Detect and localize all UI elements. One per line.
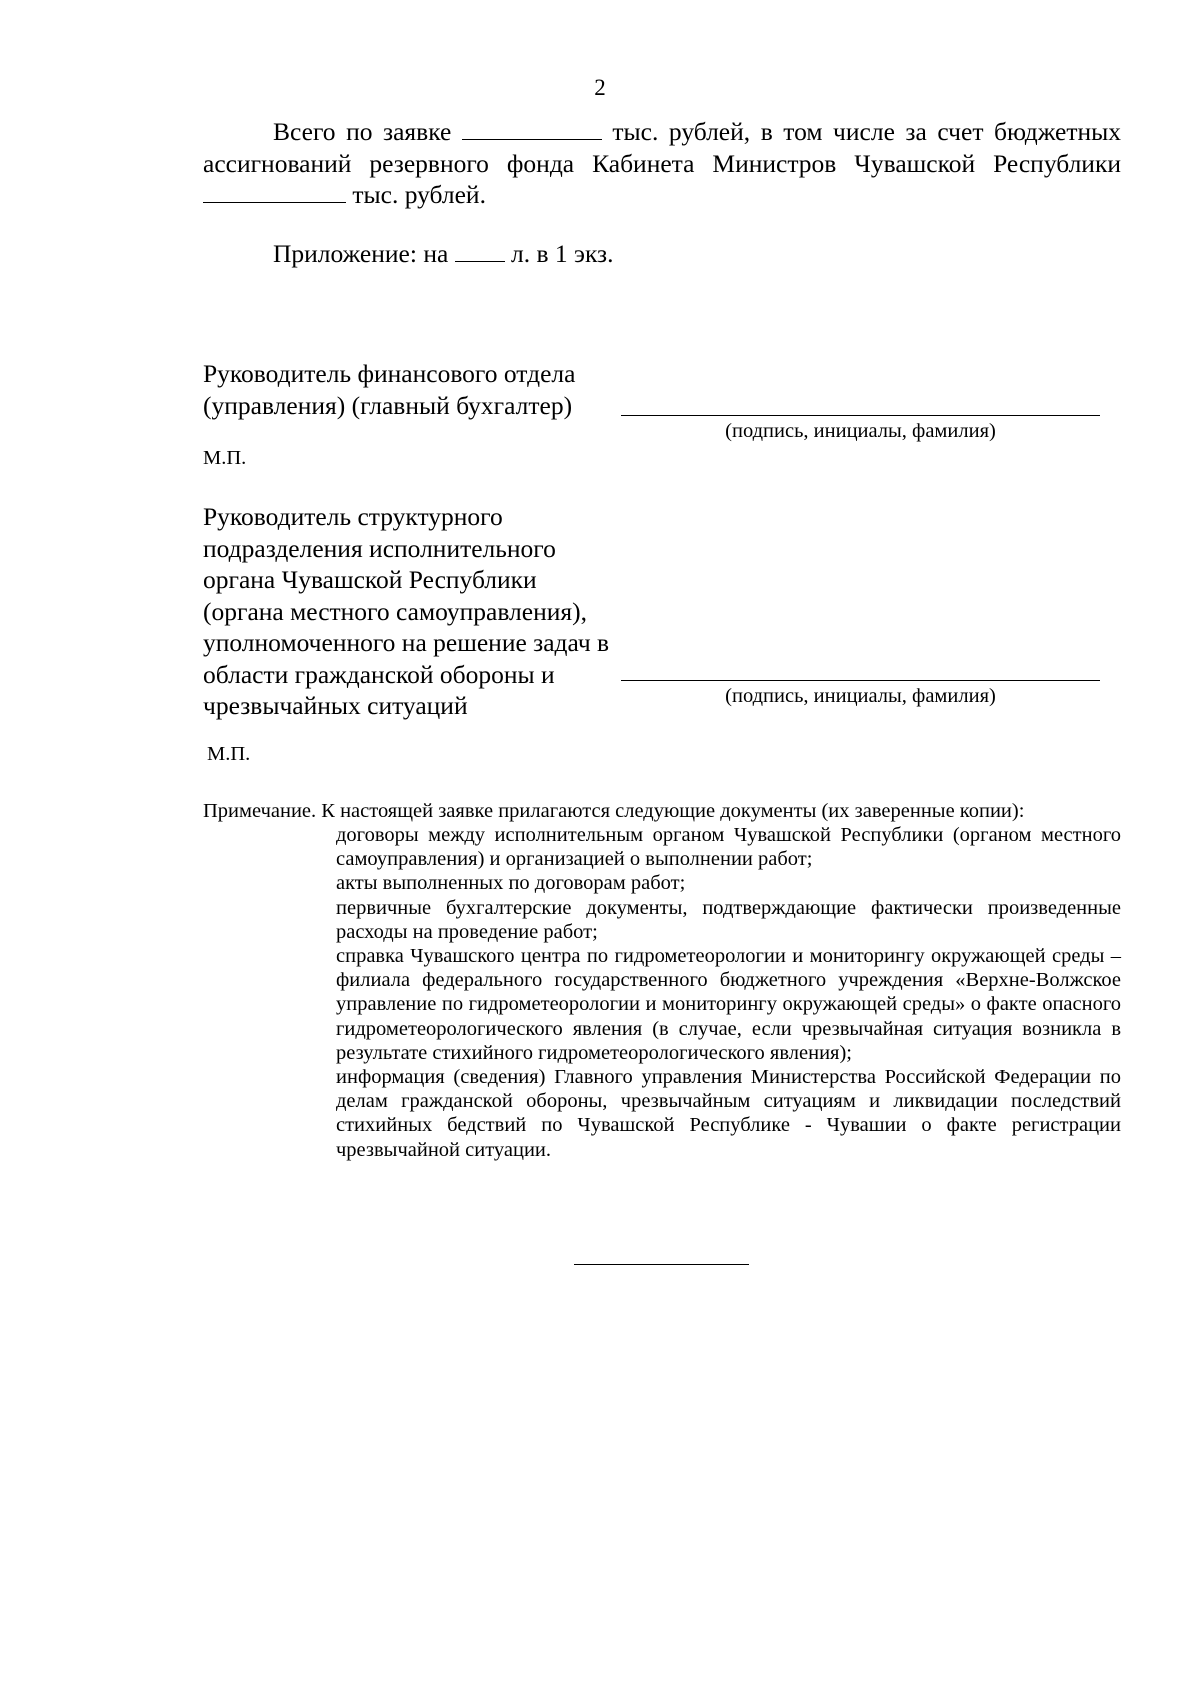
attachment-text-2: л. в 1 экз. xyxy=(511,239,614,268)
finance-head-title: Руководитель финансового отдела (управления) (главный бухгалтер) xyxy=(203,359,576,420)
attachment-text-1: Приложение: на xyxy=(273,239,449,268)
finance-signature-caption: (подпись, инициалы, фамилия) xyxy=(725,420,996,442)
note-heading: Примечание. К настоящей заявке прилагаются следующие документы (их заверенные копии): xyxy=(203,800,1025,822)
note-document-list xyxy=(336,823,1121,1162)
note-item: информация (сведения) Главного управления Министерства Российской Федерации по делам гражданской обороны, чрезвычайным ситуациям и ликвидации последствий стихийных бедствий по Чувашской Республике - Чувашии о факте регистрации чрезвычайной ситуации. xyxy=(336,1066,1121,1161)
civil-defense-signature-line xyxy=(621,680,1100,681)
attachment-line xyxy=(273,238,614,270)
civil-defense-signature-caption: (подпись, инициалы, фамилия) xyxy=(725,685,996,707)
note-item: акты выполненных по договорам работ; xyxy=(336,872,686,895)
stamp-place-1: М.П. xyxy=(203,447,247,469)
note-item: договоры между исполнительным органом Чувашской Республики (органом местного самоуправления) и организацией о выполнении работ; xyxy=(336,824,1121,871)
total-text-3: тыс. рублей. xyxy=(352,180,486,209)
end-of-document-rule xyxy=(574,1264,749,1265)
total-amount-blank xyxy=(462,117,602,140)
attachment-sheets-blank xyxy=(455,239,505,262)
total-text-1: Всего по заявке xyxy=(273,117,452,146)
civil-defense-head-title: Руководитель структурного подразделения исполнительного органа Чувашской Республики (органа местного самоуправления), уполномоченного на решение задач в области гражданской обороны и чрезвычайных ситуаций xyxy=(203,502,610,720)
note-item: справка Чувашского центра по гидрометеорологии и мониторингу окружающей среды – филиала федерального государственного бюджетного учреждения «Верхне-Волжское управление по гидрометеорологии и мониторингу окружающей среды» о факте опасного гидрометеорологического явления (в случае, если чрезвычайная ситуация возникла в результате стихийного гидрометеорологического явления); xyxy=(336,945,1121,1064)
total-amount-paragraph xyxy=(203,116,1121,211)
note-item: первичные бухгалтерские документы, подтверждающие фактически произведенные расходы на проведение работ; xyxy=(336,896,1121,943)
stamp-place-2: М.П. xyxy=(207,743,251,765)
reserve-fund-amount-blank xyxy=(203,180,346,203)
total-text-2: тыс. рублей, в том числе за счет бюджетных ассигнований резервного фонда Кабинета Министров Чувашской Республики xyxy=(203,117,1122,178)
page-number: 2 xyxy=(594,75,606,100)
finance-signature-line xyxy=(621,415,1100,416)
